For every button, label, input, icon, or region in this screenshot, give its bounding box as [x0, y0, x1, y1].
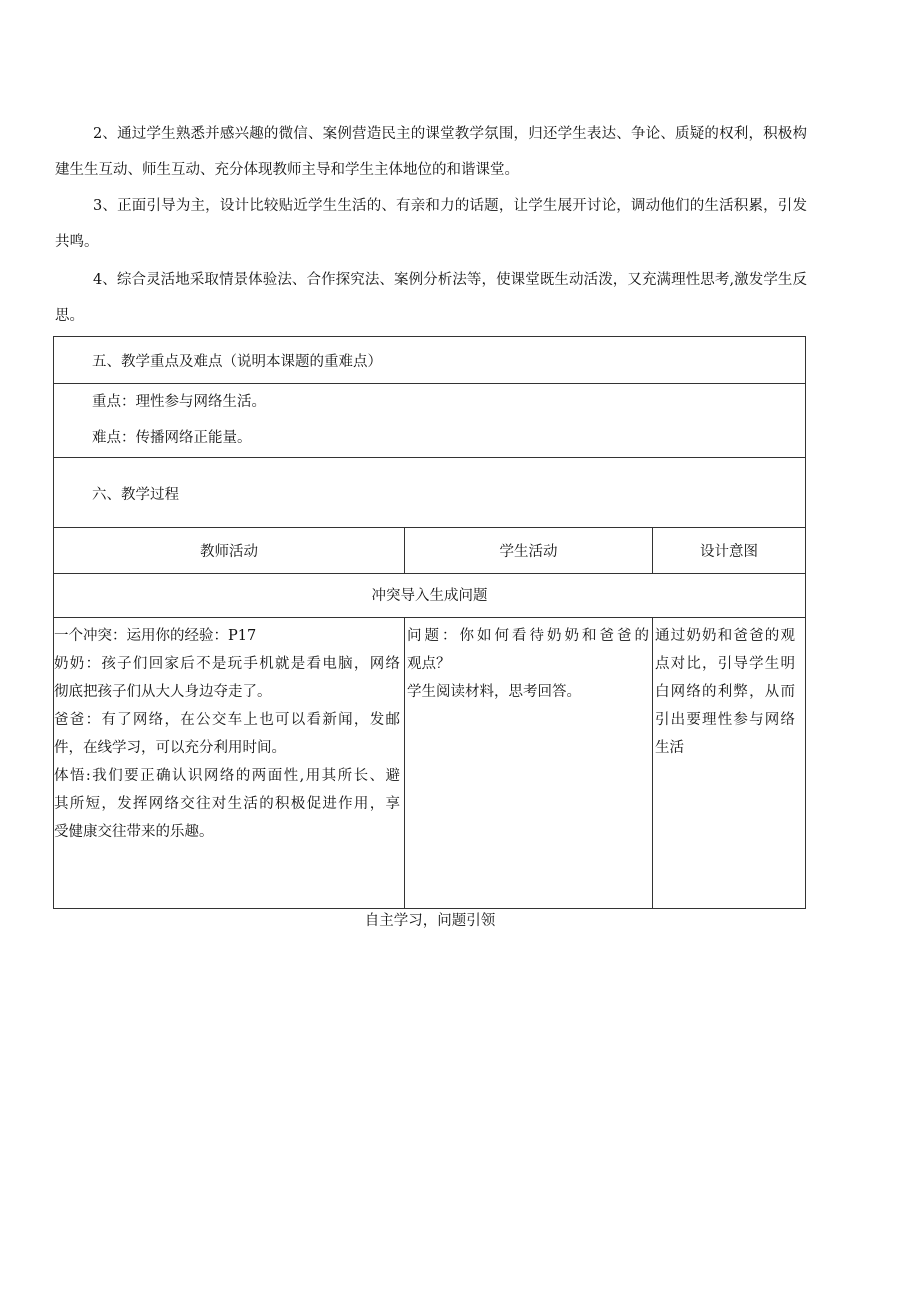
table-row [54, 618, 805, 908]
intent-line: 通过奶奶和爸爸的观 [655, 628, 795, 644]
difficult-point: 难点：传播网络正能量。 [92, 430, 252, 446]
section5-title: 五、教学重点及难点（说明本课题的重难点） [92, 354, 382, 370]
teacher-line: 体悟:我们要正确认识网络的两面性,用其所长、避 [54, 768, 400, 784]
section5-row [54, 337, 805, 384]
paragraph-2: 2、通过学生熟悉并感兴趣的微信、案例营造民主的课堂教学氛围，归还学生表达、争论、质疑的权利，积极构建生生互动、师生互动、充分体现教师主导和学生主体地位的和谐课堂。 [55, 126, 807, 178]
section6-title: 六、教学过程 [92, 487, 179, 503]
header-design-intent: 设计意图 [700, 544, 758, 560]
teacher-line: 奶奶：孩子们回家后不是玩手机就是看电脑，网络 [54, 656, 400, 672]
stage-row [54, 574, 805, 618]
teacher-line: 爸爸：有了网络，在公交车上也可以看新闻，发邮 [54, 712, 400, 728]
student-activity-cell [405, 618, 653, 908]
design-intent-cell [653, 618, 805, 908]
table-header-row [54, 528, 805, 574]
teacher-line: 件，在线学习，可以充分利用时间。 [54, 740, 286, 756]
intent-line: 生活 [655, 740, 684, 756]
teacher-line: 一个冲突：运用你的经验：P17 [54, 628, 257, 644]
paragraph-3: 3、正面引导为主，设计比较贴近学生生活的、有亲和力的话题，让学生展开讨论，调动他们的生活积累，引发共鸣。 [55, 198, 807, 250]
teacher-line: 其所短，发挥网络交往对生活的积极促进作用，享 [54, 796, 400, 812]
intent-line: 白网络的利弊，从而 [655, 684, 795, 700]
intent-line: 引出要理性参与网络 [655, 712, 795, 728]
teacher-activity-cell [54, 618, 405, 908]
teacher-line: 受健康交往带来的乐趣。 [54, 824, 214, 840]
header-student-activity: 学生活动 [405, 528, 653, 573]
lesson-plan-table [53, 336, 806, 909]
key-points-row [54, 384, 805, 458]
key-point: 重点：理性参与网络生活。 [92, 394, 266, 410]
student-line: 问题：你如何看待奶奶和爸爸的 [407, 628, 649, 644]
student-line: 学生阅读材料，思考回答。 [407, 684, 581, 700]
teacher-line: 彻底把孩子们从大人身边夺走了。 [54, 684, 272, 700]
section6-row [54, 458, 805, 528]
paragraph-4: 4、综合灵活地采取情景体验法、合作探究法、案例分析法等，使课堂既生动活泼，又充满理性思考,激发学生反思。 [55, 272, 807, 324]
intent-line: 点对比，引导学生明 [655, 656, 795, 672]
header-teacher-activity: 教师活动 [54, 528, 405, 573]
stage-title: 冲突导入生成问题 [371, 588, 488, 604]
student-line: 观点？ [407, 656, 451, 672]
next-stage-title: 自主学习，问题引领 [364, 913, 496, 929]
